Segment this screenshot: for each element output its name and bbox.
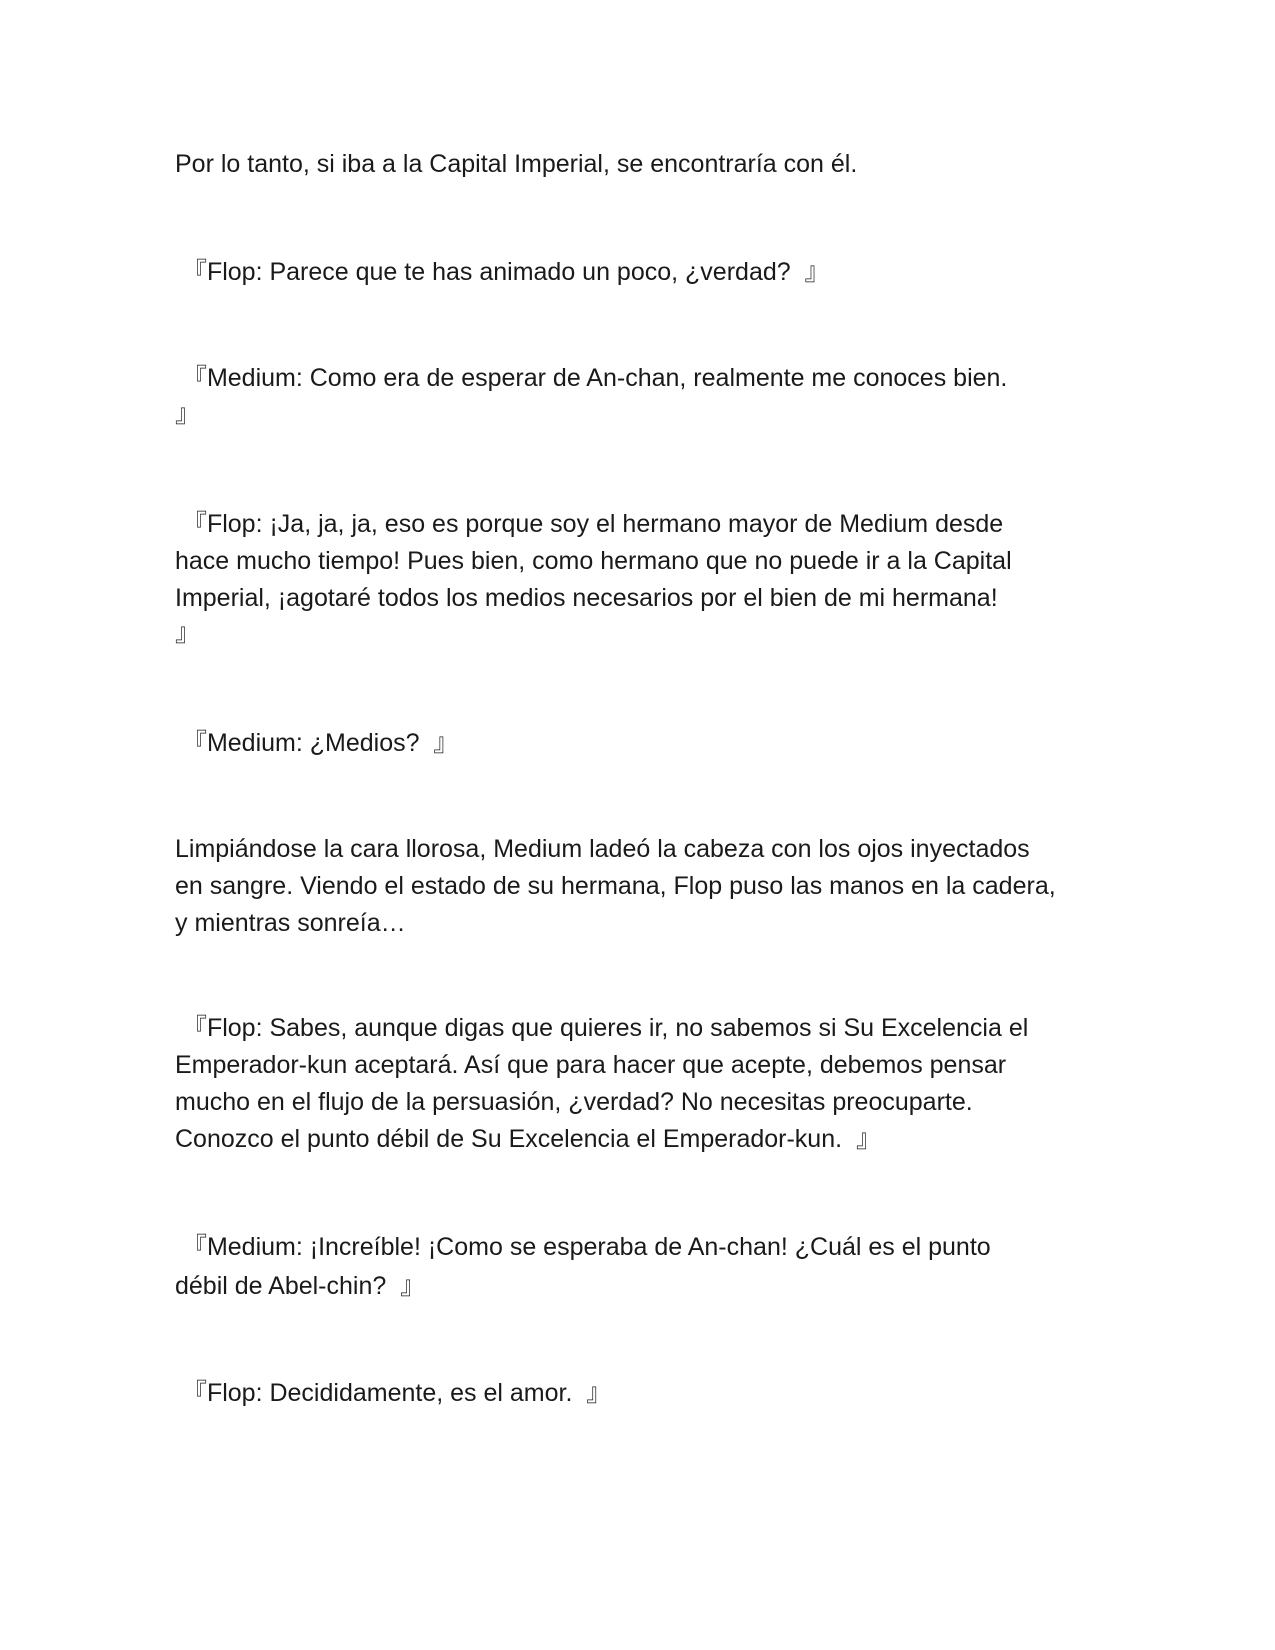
paragraph-narration-line: en sangre. Viendo el estado de su hermana, Flop puso las manos en la cadera, xyxy=(175,872,1056,900)
dialogue-medium-line: débil de Abel-chin? 』 xyxy=(175,1272,426,1300)
dialogue-flop-line: mucho en el flujo de la persuasión, ¿verdad? No necesitas preocuparte. xyxy=(175,1088,973,1116)
dialogue-medium-closing-bracket: 』 xyxy=(175,400,201,428)
dialogue-flop-line: 『Flop: Parece que te has animado un poco, ¿verdad? 』 xyxy=(175,258,830,286)
dialogue-flop-line: Emperador-kun aceptará. Así que para hacer que acepte, debemos pensar xyxy=(175,1051,1007,1079)
dialogue-flop-line: 『Flop: Sabes, aunque digas que quieres ir, no sabemos si Su Excelencia el xyxy=(175,1014,1029,1042)
dialogue-flop-line: Imperial, ¡agotaré todos los medios necesarios por el bien de mi hermana! xyxy=(175,584,998,612)
dialogue-flop-line: 『Flop: ¡Ja, ja, ja, eso es porque soy el hermano mayor de Medium desde xyxy=(175,510,1004,538)
dialogue-flop-line: Conozco el punto débil de Su Excelencia el Emperador-kun. 』 xyxy=(175,1125,881,1153)
dialogue-flop-line: hace mucho tiempo! Pues bien, como hermano que no puede ir a la Capital xyxy=(175,547,1012,575)
dialogue-flop-closing-bracket: 』 xyxy=(175,619,201,647)
dialogue-medium-line: 『Medium: ¡Increíble! ¡Como se esperaba de An-chan! ¿Cuál es el punto xyxy=(175,1233,991,1261)
paragraph-narration-line: Limpiándose la cara llorosa, Medium ladeó la cabeza con los ojos inyectados xyxy=(175,835,1030,863)
dialogue-flop-line: 『Flop: Decididamente, es el amor. 』 xyxy=(175,1379,612,1407)
paragraph-narration-line: Por lo tanto, si iba a la Capital Imperial, se encontraría con él. xyxy=(175,150,858,178)
dialogue-medium-line: 『Medium: ¿Medios? 』 xyxy=(175,729,459,757)
paragraph-narration-line: y mientras sonreía… xyxy=(175,909,406,937)
dialogue-medium-line: 『Medium: Como era de esperar de An-chan, realmente me conoces bien. xyxy=(175,364,1008,392)
